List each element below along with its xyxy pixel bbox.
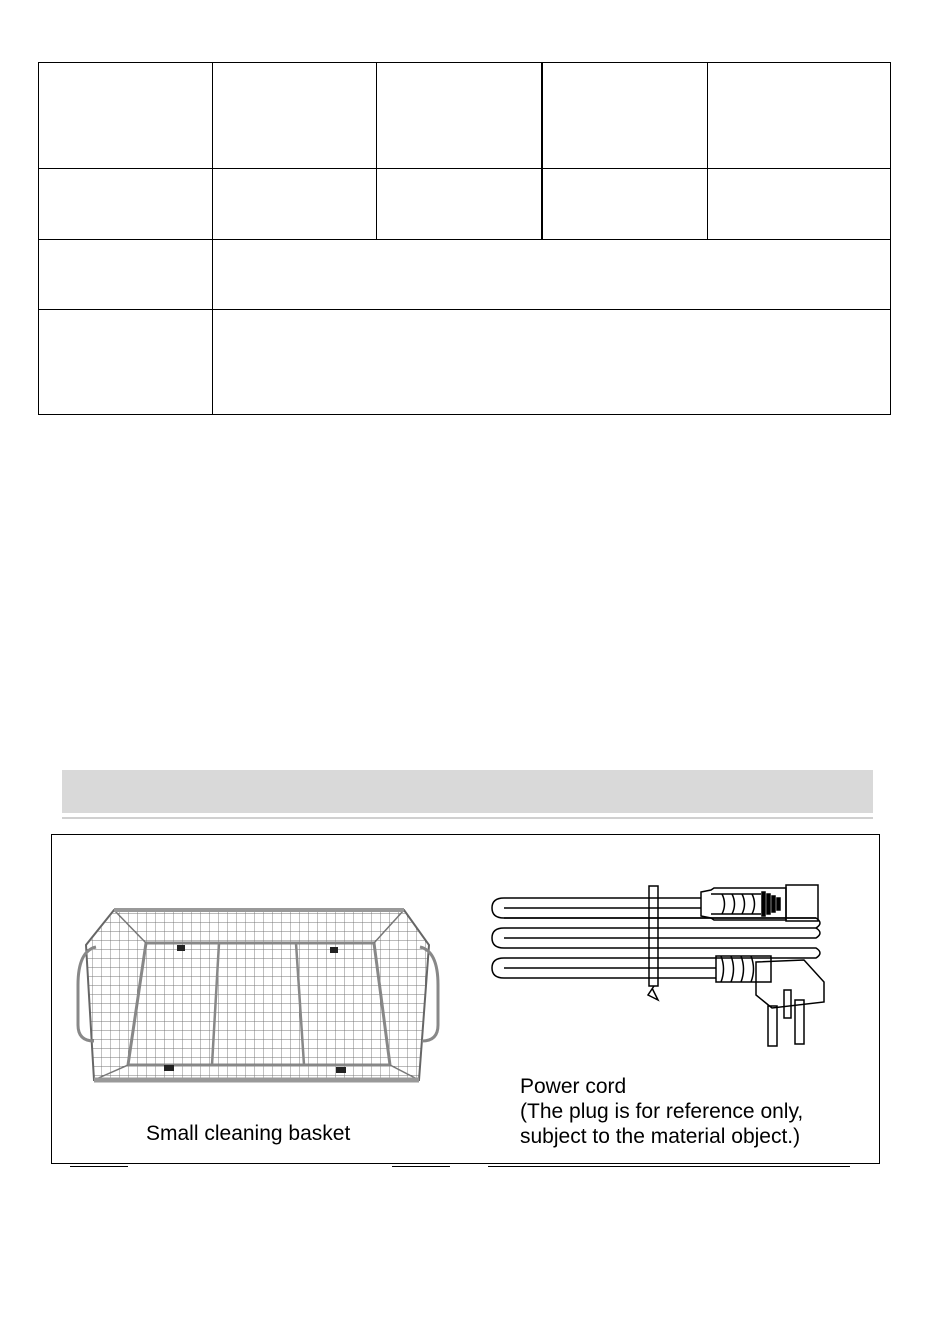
table-cell [39, 63, 213, 169]
table-cell [39, 310, 213, 415]
table-row [39, 310, 891, 415]
footer-rule [488, 1166, 850, 1167]
table-row [39, 240, 891, 310]
table-cell [213, 169, 377, 240]
table-cell [39, 169, 213, 240]
footer-rule [70, 1166, 128, 1167]
power-cord-title: Power cord [520, 1075, 627, 1098]
power-cord-icon [486, 880, 826, 1050]
table-cell [377, 169, 542, 240]
table-cell [39, 240, 213, 310]
table-cell [377, 63, 542, 169]
table-cell [213, 310, 891, 415]
power-cord-note-line2: subject to the material object.) [520, 1125, 801, 1148]
table-cell [708, 63, 891, 169]
table-cell [542, 169, 708, 240]
section-divider [62, 817, 873, 819]
footer-rule [392, 1166, 450, 1167]
table-cell [542, 63, 708, 169]
wire-basket-icon [74, 895, 446, 1095]
table-row [39, 169, 891, 240]
table-cell [213, 63, 377, 169]
power-cord-note-line1: (The plug is for reference only, [520, 1100, 804, 1123]
section-heading-band [62, 770, 873, 813]
power-cord-caption [520, 1074, 803, 1149]
table-cell [708, 169, 891, 240]
basket-caption: Small cleaning basket [146, 1122, 351, 1145]
table-cell [213, 240, 891, 310]
table-row [39, 63, 891, 169]
spec-table [38, 62, 891, 415]
